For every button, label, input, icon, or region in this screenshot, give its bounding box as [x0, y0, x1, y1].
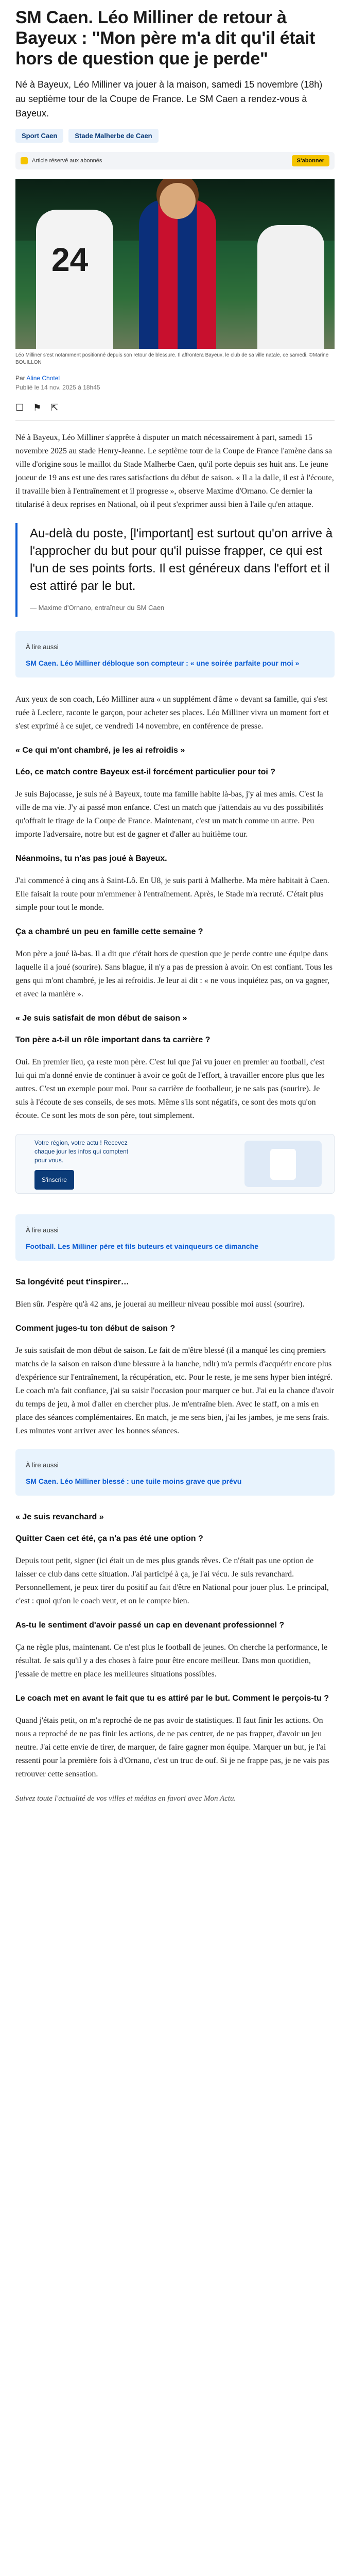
subscribe-button[interactable]: S'abonner	[292, 155, 329, 166]
quote-text: Au-delà du poste, [l'important] est surtout qu'on arrive à l'approcher du but pour qu'il puisse frapper, ce qui est l'un de ses points forts. Il est généreux dans l'effort et il est attiré par le but.	[30, 527, 333, 593]
byline-prefix: Par	[15, 375, 25, 382]
paragraph: Ça ne règle plus, maintenant. Ce n'est plus le football de jeunes. On cherche la performance, le résultat. Je sais qu'il y a des choses à faire pour être encore meilleur. Dans mon quotidien, j'essaie de mettre en place les meilleures situations possibles.	[15, 1643, 328, 1679]
quote-author: — Maxime d'Ornano, entraîneur du SM Caen	[30, 604, 165, 612]
subheading: « Ce qui m'ont chambré, je les ai refroidis »	[15, 746, 185, 755]
article-photo	[15, 179, 335, 349]
photo-caption: Léo Milliner s'est notamment positionné depuis son retour de blessure. Il affrontera Bayeux, le club de sa ville natale, ce samedi. ©Marine BOUILLON	[15, 352, 329, 365]
read-also-link[interactable]: SM Caen. Léo Milliner débloque son compteur : « une soirée parfaite pour moi »	[26, 659, 300, 667]
read-also-label: À lire aussi	[26, 1461, 59, 1469]
tag-sport-caen[interactable]: Sport Caen	[15, 129, 63, 143]
paragraph: Aux yeux de son coach, Léo Milliner aura « un supplément d'âme » devant sa famille, qui s'est ruée à Leclerc, raconte le garçon, pour acheter ses places. Léo Milliner vivra un moment fort et s'est exprimé à ce sujet, ce vendredi 14 novembre, en conférence de presse.	[15, 695, 329, 731]
newsletter-promo	[15, 1134, 335, 1194]
interview-question: Comment juges-tu ton début de saison ?	[15, 1324, 176, 1333]
byline	[15, 375, 335, 382]
premium-icon	[21, 157, 28, 164]
tag-stade-malherbe[interactable]: Stade Malherbe de Caen	[68, 129, 158, 143]
premium-banner	[15, 152, 335, 170]
read-also-label: À lire aussi	[26, 1226, 59, 1234]
tag-list	[15, 129, 335, 143]
read-also-link[interactable]: SM Caen. Léo Milliner blessé : une tuile moins grave que prévu	[26, 1477, 242, 1485]
bookmark-icon[interactable]: ⚑	[33, 402, 42, 413]
subscribe-newsletter-button[interactable]: S'inscrire	[34, 1170, 74, 1190]
paragraph: Je suis satisfait de mon début de saison. Le fait de m'être blessé (il a manqué les cinq premiers matchs de la saison en raison d'une blessure à la hanche, ndlr) m'a permis d'acquérir encore plus d'expérience sur l'entraînement, la récupération, etc. Pour le reste, je me sens hyper bien intégré. Le coach m'a fait confiance, j'ai su saisir l'occasion pour marquer ce but. J'ai eu la chance d'avoir du temps de jeu, à moi d'aller en chercher plus. Je m'entraîne bien. Avec le staff, on a mis en place des séances complémentaires. En match, je me sens bien, j'ai les jambes, je me sens frais. Les minutes vont arriver avec les bonnes séances.	[15, 1346, 335, 1435]
paragraph: Je suis Bajocasse, je suis né à Bayeux, toute ma famille habite là-bas, j'y ai mes amis. C'est la ville de ma vie. J'y ai passé mon enfance. C'est un match que j'attendais au vu des possibilités qu'offrait le tirage de la Coupe de France. Maintenant, c'est un match comme un autre. Peu importe l'adversaire, notre but est de gagner et d'aller au huitième tour.	[15, 790, 324, 839]
share-icon[interactable]: ⇱	[50, 402, 59, 413]
photo-player-center	[139, 199, 216, 349]
interview-question: Sa longévité peut t'inspirer…	[15, 1278, 129, 1286]
paragraph: Quand j'étais petit, on m'a reproché de ne pas avoir de statistiques. Il faut finir les actions. On nous a reproché de ne pas finir les actions, de ne pas centrer, de ne pas frapper, d'avoir un jeu neutre. J'ai cette envie de tirer, de marquer, de faire gagner mon équipe. Marquer un but, je l'ai ressenti pour la première fois à d'Ornano, c'est un truc de ouf. Si je ne frappe pas, je ne vais pas retrouver cette sensation.	[15, 1716, 329, 1778]
interview-question: Quitter Caen cet été, ça n'a pas été une option ?	[15, 1534, 203, 1543]
article-lede: Né à Bayeux, Léo Milliner va jouer à la maison, samedi 15 novembre (18h) au septième tour de la Coupe de France. Le SM Caen a rendez-vous à Bayeux.	[15, 79, 323, 118]
read-also-link[interactable]: Football. Les Milliner père et fils buteurs et vainqueurs ce dimanche	[26, 1242, 258, 1250]
read-also-label: À lire aussi	[26, 643, 59, 651]
read-also-box[interactable]	[15, 1449, 335, 1496]
promo-text: Votre région, votre actu ! Recevez chaque jour les infos qui comptent pour vous.	[34, 1139, 129, 1164]
paragraph: J'ai commencé à cinq ans à Saint-Lô. En U8, je suis parti à Malherbe. Ma mère habitait à Caen. Elle faisait la route pour m'emmener à l'entraînement. Après, le Stade m'a recruté. C'était plus simple pour tout le monde.	[15, 876, 329, 912]
interview-question: Léo, ce match contre Bayeux est-il forcément particulier pour toi ?	[15, 768, 276, 776]
interview-question: Le coach met en avant le fait que tu es attiré par le but. Comment le perçois-tu ?	[15, 1694, 329, 1703]
photo-player-right	[257, 225, 324, 349]
subheading: « Je suis satisfait de mon début de saison »	[15, 1014, 187, 1023]
footer-note: Suivez toute l'actualité de vos villes et médias en favori avec Mon Actu.	[15, 1794, 236, 1803]
article-body	[15, 431, 335, 1805]
interview-question: Ton père a-t-il un rôle important dans ta carrière ?	[15, 1036, 211, 1044]
paragraph: Bien sûr. J'espère qu'à 42 ans, je jouerai au meilleur niveau possible moi aussi (sourire).	[15, 1300, 305, 1309]
publish-date: Publié le 14 nov. 2025 à 18h45	[15, 384, 100, 391]
player-number: 24	[51, 241, 89, 278]
paragraph: Oui. En premier lieu, ça reste mon père. C'est lui que j'ai vu jouer en premier au football, c'est lui qui m'a donné envie de continuer à avoir ce goût de l'effort, à travailler encore plus que les autres. C'est un exemple pour moi. Pour sa carrière de footballeur, je ne sais pas (sourire). Je suis à l'écoute de ses conseils, de ses mots. Même s'ils sont négatifs, ce sont des mots qu'on écoute. Ce sont les mots de son père, tout simplement.	[15, 1058, 325, 1120]
photo-player-left	[36, 210, 113, 349]
read-also-box[interactable]	[15, 631, 335, 677]
paragraph: Depuis tout petit, signer (ici était un de mes plus grands rêves. Ce n'était pas une option de laisser ce club dans cette situation. J'ai participé à ça, je l'ai vécu. Je suis revanchard. Personnellement, je peux tirer du positif au fait d'être en National pour jouer plus. Le principal, c'est : quoi qu'on le coach veut, et on le compte bien.	[15, 1556, 329, 1605]
read-also-box[interactable]	[15, 1214, 335, 1261]
divider	[15, 420, 335, 421]
paragraph: Mon père a joué là-bas. Il a dit que c'était hors de question que je perde contre une équipe dans laquelle il a joué (sourire). Sans blague, il n'y a pas de pression à avoir. On est confiant. Tous les gens qui m'ont chambré, je les ai refroidis. Je leur ai dit : « ne vous inquiétez pas, on va gagner, et avec la manière ».	[15, 950, 332, 998]
pull-quote	[15, 523, 335, 617]
interview-question: Ça a chambré un peu en famille cette semaine ?	[15, 927, 203, 936]
photo-player-head	[160, 183, 196, 219]
comment-icon[interactable]: ☐	[15, 402, 24, 413]
premium-label: Article réservé aux abonnés	[32, 158, 102, 164]
page-title: SM Caen. Léo Milliner de retour à Bayeux : "Mon père m'a dit qu'il était hors de question que je perde"	[15, 8, 315, 69]
paragraph: Né à Bayeux, Léo Milliner s'apprête à disputer un match nécessairement à part, samedi 15 novembre 2025 au stade Henry-Jeanne. Le septième tour de la Coupe de France l'amène dans sa ville d'origine sous le maillot du Stade Malherbe Caen, qu'il porte depuis ses huit ans. Le jeune joueur de 19 ans est une des rares satisfactions du début de saison. « Il a la dalle, il est à l'écoute, il travaille bien à l'entraînement et il progresse », observe Maxime d'Ornano. Ce dernier la titularisé à deux reprises en National, où il peut s'exprimer aussi bien à l'aile qu'en attaque.	[15, 433, 334, 509]
phone-illustration	[244, 1141, 322, 1187]
interview-question: Néanmoins, tu n'as pas joué à Bayeux.	[15, 854, 167, 863]
interview-question: As-tu le sentiment d'avoir passé un cap en devenant professionnel ?	[15, 1621, 285, 1630]
subheading: « Je suis revanchard »	[15, 1513, 104, 1521]
article-actions	[15, 402, 335, 413]
author-link[interactable]: Aline Chotel	[26, 375, 60, 382]
